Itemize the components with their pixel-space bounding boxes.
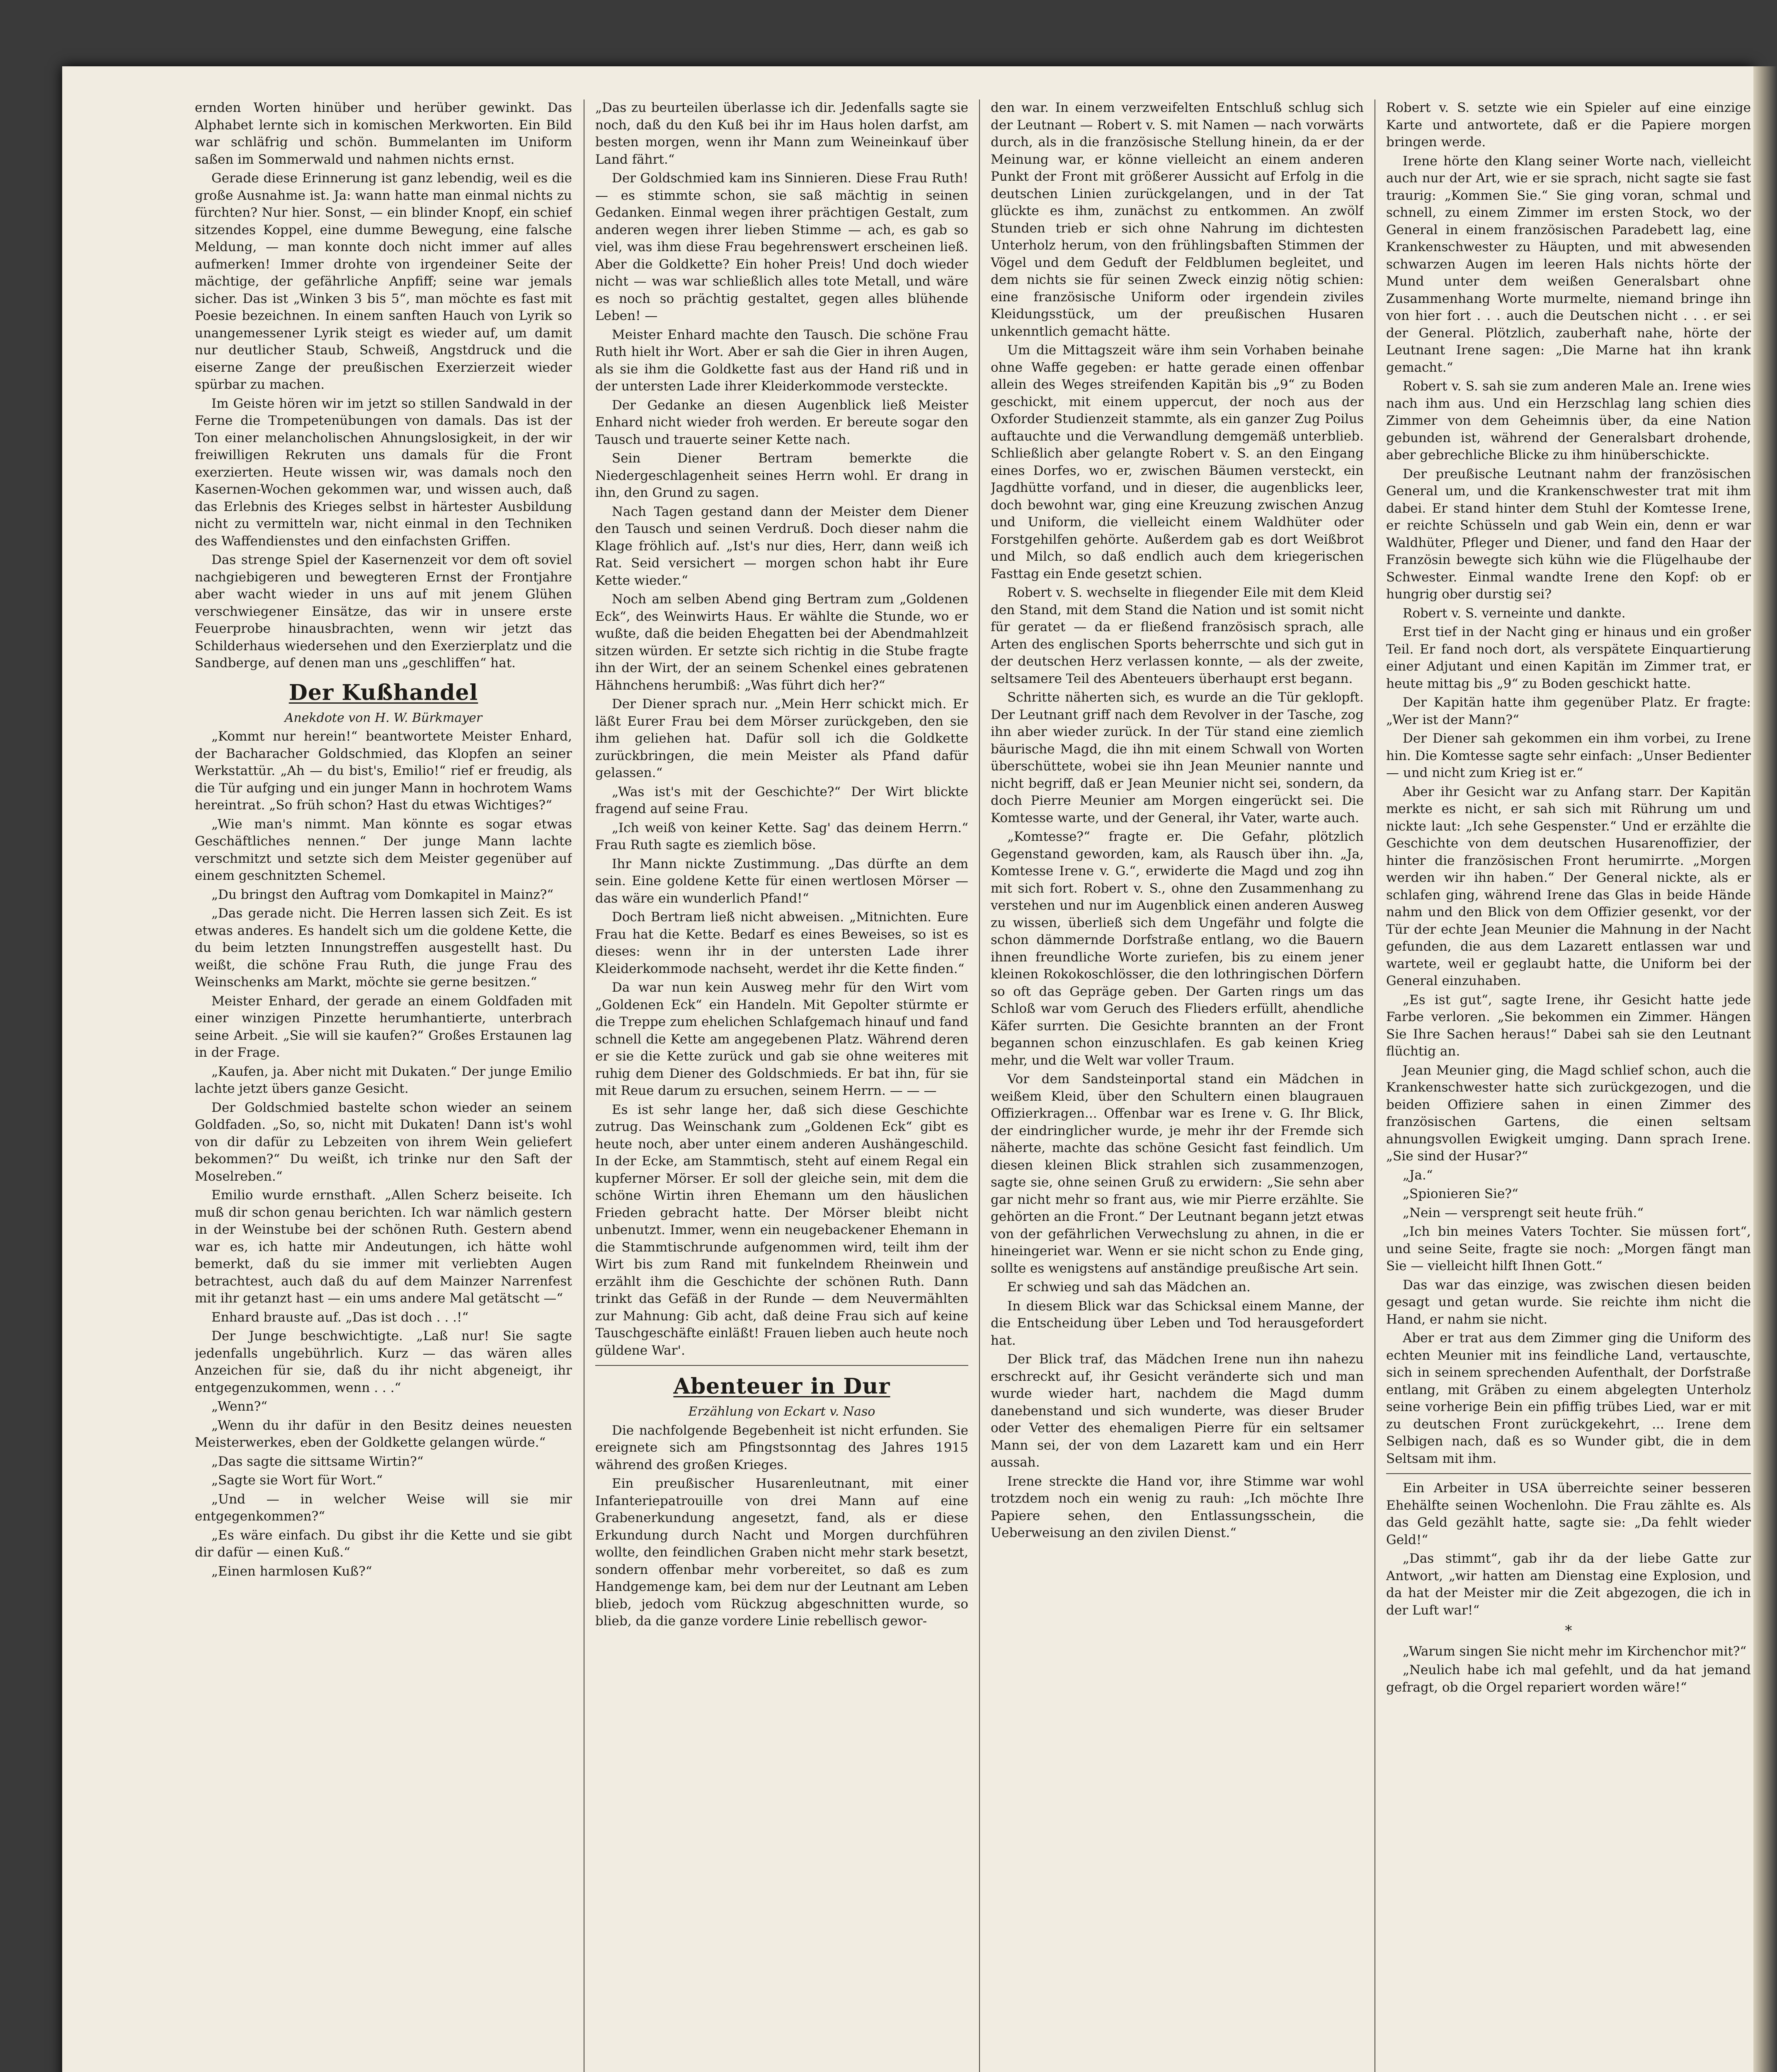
paragraph: Der Blick traf, das Mädchen Irene nun ihn nahezu erschreckt auf, ihr Gesicht veränderte sich und man wurde wieder hart, nachdem die Magd dumm danebenstand und sich wunderte, was dieser Bruder oder Vetter des ehemaligen Pierre für ein seltsamer Mann sei, der von dem Lazarett kam und ein Herr aussah. — [991, 1352, 1364, 1470]
paragraph: Der Kapitän hatte ihm gegenüber Platz. Er fragte: „Wer ist der Mann?“ — [1386, 695, 1751, 727]
paragraph: ernden Worten hinüber und herüber gewinkt. Das Alphabet lernte sich in komischen Merkworten. Ein Bild war schläfrig und schön. Bummelanten im Uniform saßen im Sommerwald und nahmen nichts ernst. — [195, 100, 572, 167]
paragraph: Jean Meunier ging, die Magd schlief schon, auch die Krankenschwester hatte sich zurückgezogen, und die beiden Offiziere sahen in einen Zimmer des französischen Gartens, die einen seltsam ahnungsvollen Ewigkeit umging. Dann sprach Irene. „Sie sind der Husar?“ — [1386, 1063, 1751, 1164]
paragraph: „Nein — versprengt seit heute früh.“ — [1403, 1205, 1644, 1220]
paragraph: Robert v. S. setzte wie ein Spieler auf eine einzige Karte und antwortete, daß er die Papiere morgen bringen werde. — [1386, 100, 1751, 150]
paragraph: „Einen harmlosen Kuß?“ — [211, 1564, 372, 1579]
joke-paragraph: Ein Arbeiter in USA überreichte seiner besseren Ehehälfte seinen Wochenlohn. Die Frau zählte es. Als das Geld gezählt hatte, sagte sie: „Da fehlt wieder Geld!“ — [1386, 1481, 1751, 1547]
paragraph: Ein preußischer Husarenleutnant, mit einer Infanteriepatrouille von drei Mann auf eine Grabenerkundung angesetzt, fand, als er diese Erkundung durch Nacht und Morgen durchführen wollte, den feindlichen Graben nicht mehr stark besetzt, sondern offenbar mehr vorbereitet, so daß es zum Handgemenge kam, bei dem nur der Leutnant am Leben blieb, jedoch vom Rückzug abgeschnitten wurde, so blieb, da die ganze vordere Linie rebellisch gewor- — [595, 1476, 968, 1629]
paragraph: „Komtesse?“ fragte er. Die Gefahr, plötzlich Gegenstand geworden, kam, als Rausch über ihn. „Ja, Komtesse Irene v. G.“, erwiderte die Magd und zog ihn mit sich fort. Robert v. S., ohne den Zusammenhang zu verstehen und nur im Augenblick einen anderen Ausweg zu wissen, überließ sich dem Ungefähr und folgte die schon dämmernde Dorfstraße entlang, wo die Bauern ihnen freundliche Worte zuriefen, bis zu einem jener kleinen Rokokoschlösser, die den lothringischen Dörfern so oft das Gepräge geben. Der Garten rings um das Schloß war vom Geruch des Flieders erfüllt, ahendliche Käfer surrten. Die Gesichte brannten an der Front begannen schon einzuschlafen. Es gab keinen Krieg mehr, und die Welt war voller Traum. — [991, 829, 1364, 1068]
paragraph: Erst tief in der Nacht ging er hinaus und ein großer Teil. Er fand noch dort, als verspätete Einquartierung einer Adjutant und einen Kapitän im Zimmer trat, er heute mittag bis „9“ zu Boden geschickt hatte. — [1386, 625, 1751, 691]
paragraph: „Und — in welcher Weise will sie mir entgegenkommen?“ — [195, 1491, 572, 1524]
paragraph: „Ich weiß von keiner Kette. Sag' das deinem Herrn.“ Frau Ruth sagte es ziemlich böse. — [595, 820, 968, 852]
article-title-kusshandel: Der Kußhandel — [288, 680, 478, 705]
paragraph: „Das zu beurteilen überlasse ich dir. Jedenfalls sagte sie noch, daß du den Kuß bei ihr im Haus holen darfst, am besten morgen, wenn ihr Mann zum Weineinkauf über Land fährt.“ — [595, 100, 968, 167]
paragraph: Der preußische Leutnant nahm der französischen General um, und die Krankenschwester trat mit ihm dabei. Er stand hinter dem Stuhl der Komtesse Irene, er reichte Schüsseln und gab Wein ein, denn er war Waldhüter, Pfleger und Diener, und fand den Haar der Französin bewegte sich kühn wie die Flügelhaube der Schwester. Einmal wandte Irene den Kopf: ob er hungrig ober durstig sei? — [1386, 466, 1751, 602]
article-separator — [595, 1365, 968, 1366]
column-3 — [991, 99, 1364, 2072]
paragraph: den war. In einem verzweifelten Entschluß schlug sich der Leutnant — Robert v. S. mit Namen — nach vorwärts durch, als in die französische Stellung hinein, da er der Meinung war, er könne vielleicht an einem anderen Punkt der Front mit größerer Aussicht auf Erfolg in die deutschen Linien zurückgelangen, und in der Tat glückte es ihm, zunächst zu entkommen. An zwölf Stunden trieb er sich ohne Nahrung im dichtesten Unterholz herum, von den frühlingsbaften Stimmen der Vögel und dem Geduft der Feldblumen begleitet, und dem nichts sie für seinen Zweck einzig nötig schien: eine französische Uniform oder irgendein ziviles Kleidungsstück, um der preußischen Husaren unkenntlich gemacht hätte. — [991, 100, 1364, 339]
paragraph: Im Geiste hören wir im jetzt so stillen Sandwald in der Ferne die Trompetenübungen von damals. Das ist der Ton einer melancholischen Ahnungslosigkeit, in der wir freiwilligen Rekruten uns damals für die Front exerzierten. Heute wissen wir, was damals noch den Kasernen-Wochen gekommen war, und wissen auch, daß das Erlebnis des Krieges selbst in härtester Ausbildung nicht zu vermitteln war, nicht einmal in den Techniken des Waffendienstes und den einfachsten Griffen. — [195, 396, 572, 549]
column-4 — [1386, 99, 1751, 2072]
paragraph: Das strenge Spiel der Kasernenzeit vor dem oft soviel nachgiebigeren und bewegteren Ernst der Frontjahre aber wacht wieder in uns auf mit jenem Glühen verschwiegener Einsätze, das wir in unsere erste Feuerprobe hinausbrachten, wenn wir jetzt das Schilderhaus wiedersehen und den Exerzierplatz und die Sandberge, auf denen man uns „geschliffen“ hat. — [195, 552, 572, 670]
column-2 — [595, 99, 968, 2072]
paragraph: Doch Bertram ließ nicht abweisen. „Mitnichten. Eure Frau hat die Kette. Bedarf es eines Beweises, so ist es dieses: wenn ihr in der untersten Lade ihrer Kleiderkommode nachseht, werdet ihr die Kette finden.“ — [595, 910, 968, 976]
column-rule — [979, 99, 980, 2072]
page-edge — [1753, 66, 1777, 2072]
paragraph: Aber er trat aus dem Zimmer ging die Uniform des echten Meunier mit ins feindliche Land, vertauschte, sich in seinem sprechenden Aufenthalt, der Dorfstraße entlang, mit Gräben zu einem abgelegten Unterholz seine vorherige Bein ein pfiffig trübes Lied, war er mit zu deutschen Front zurückgekehrt, ... Irene dem Selbigen nach, daß es so Wunder gibt, die in dem Seltsam mit ihm. — [1386, 1331, 1751, 1466]
article-separator — [1386, 1473, 1751, 1474]
paragraph: Er schwieg und sah das Mädchen an. — [1007, 1280, 1251, 1295]
paragraph: „Du bringst den Auftrag vom Domkapitel in Mainz?“ — [211, 887, 554, 902]
paragraph: Die nachfolgende Begebenheit ist nicht erfunden. Sie ereignete sich am Pfingstsonntag des Jahres 1915 während des großen Krieges. — [595, 1423, 968, 1472]
paragraph: Irene streckte die Hand vor, ihre Stimme war wohl trotzdem noch ein wenig zu rauh: „Ich möchte Ihre Papiere sehen, den Entlassungsschein, die Ueberweisung an den zivilen Dienst.“ — [991, 1474, 1364, 1540]
paragraph: „Es wäre einfach. Du gibst ihr die Kette und sie gibt dir dafür — einen Kuß.“ — [195, 1527, 572, 1560]
paragraph: Enhard brauste auf. „Das ist doch . . .!“ — [211, 1310, 469, 1325]
joke-paragraph: „Neulich habe ich mal gefehlt, und da hat jemand gefragt, ob die Orgel repariert worden wäre!“ — [1386, 1663, 1751, 1695]
paragraph: Robert v. S. sah sie zum anderen Male an. Irene wies nach ihm aus. Und ein Herzschlag lang schien dies Zimmer von dem Geheimnis über, da eine Nation gebunden ist, während der Generalsbart drohende, aber gebrechliche Blicke zu ihm hinüberschickte. — [1386, 379, 1751, 462]
star-separator: * — [1565, 1622, 1572, 1639]
joke-paragraph: „Warum singen Sie nicht mehr im Kirchenchor mit?“ — [1403, 1644, 1747, 1659]
paragraph: Robert v. S. wechselte in fliegender Eile mit dem Kleid den Stand, mit dem Stand die Nation und ist somit nicht für geratet — da er fließend französisch sprach, alle Arten des englischen Sports beherrschte und sich gut in der deutschen Herz verlassen konnte, — als der zweite, seltsamere Teil des Abenteuers überhaupt erst begann. — [991, 585, 1364, 686]
paragraph: „Spionieren Sie?“ — [1403, 1186, 1518, 1201]
paragraph: „Das sagte die sittsame Wirtin?“ — [211, 1454, 424, 1469]
paragraph: Der Gedanke an diesen Augenblick ließ Meister Enhard nicht wieder froh werden. Er bereute sogar den Tausch und trauerte seiner Kette nach. — [595, 397, 968, 447]
paragraph: Aber ihr Gesicht war zu Anfang starr. Der Kapitän merkte es nicht, er sah sich mit Rührung um und nickte laut: „Ich sehe Gespenster.“ Und er erzählte die Geschichte von dem deutschen Husarenoffizier, der hinter die französischen Front herumirrte. „Morgen werden wir ihn haben.“ Der General nickte, als er schlafen ging, während Irene das Glas in beide Hände nahm und den Blick von dem Offizier gesenkt, vor der Tür der echte Jean Meunier die Mahnung in der Nacht gefunden, die aus dem Lazarett entlassen war und wartete, weil er geglaubt hatte, die Uniform bei der General einzuhaben. — [1386, 784, 1751, 988]
paragraph: Der Diener sah gekommen ein ihm vorbei, zu Irene hin. Die Komtesse sagte sehr einfach: „Unser Bedienter — und nicht zum Krieg ist er.“ — [1386, 731, 1751, 780]
paragraph: Gerade diese Erinnerung ist ganz lebendig, weil es die große Ausnahme ist. Ja: wann hatte man einmal nichts zu fürchten? Nur hier. Sonst, — ein blinder Knopf, ein schief sitzendes Koppel, eine dumme Bewegung, eine falsche Meldung, — man konnte doch nicht immer auf alles aufmerken! Immer drohte von irgendeiner Seite der mächtige, der gefährliche Anpfiff; seine war jemals sicher. Das ist „Winken 3 bis 5“, man möchte es fast mit Poesie bezeichnen. In einem sanften Hauch von Lyrik so unangemessener Lyrik steigt es wieder auf, um damit nur deutlicher Staub, Schweiß, Angstdruck und die eiserne Zange der preußischen Exerzierzeit wieder spürbar zu machen. — [195, 171, 572, 392]
paragraph: „Es ist gut“, sagte Irene, ihr Gesicht hatte jede Farbe verloren. „Sie bekommen ein Zimmer. Hängen Sie Ihre Sachen heraus!“ Dabei sah sie den Leutnant flüchtig an. — [1386, 992, 1751, 1059]
paragraph: „Das gerade nicht. Die Herren lassen sich Zeit. Es ist etwas anderes. Es handelt sich um die goldene Kette, die du beim letzten Innungstreffen ausgestellt hast. Du weißt, die schöne Frau Ruth, die junge Frau des Weinschenks am Markt, möchte sie gerne besitzen.“ — [195, 906, 572, 990]
paragraph: Noch am selben Abend ging Bertram zum „Goldenen Eck“, des Weinwirts Haus. Er wählte die Stunde, wo er wußte, daß die beiden Ehegatten bei der Abendmahlzeit sitzen würden. Er setzte sich richtig in die Stube fragte ihn der Wirt, der an seinem Schenkel eines gebratenen Hähnchens herumbiß: „Was führt dich her?“ — [595, 592, 968, 693]
paragraph: Der Diener sprach nur. „Mein Herr schickt mich. Er läßt Eurer Frau bei dem Mörser zurückgeben, den sie ihm geliehen hat. Dafür soll ich die Goldkette zurückbringen, die mein Meister als Pfand dafür gelassen.“ — [595, 697, 968, 780]
paragraph: Der Junge beschwichtigte. „Laß nur! Sie sagte jedenfalls ungebührlich. Kurz — das wären alles Anzeichen für sie, daß du ihr nicht abgeneigt, ihr entgegenzukommen, wenn . . .“ — [195, 1329, 572, 1395]
paragraph: Da war nun kein Ausweg mehr für den Wirt vom „Goldenen Eck“ ein Handeln. Mit Gepolter stürmte er die Treppe zum ehelichen Schlafgemach hinauf und fand schnell die Kette am angegebenen Platz. Während deren er sie die Kette zurück und gab sie ohne weiteres mit ruhig dem Diener des Goldschmieds. Er bat ihn, für sie mit Reue darum zu ersuchen, seinem Herrn. — — — — [595, 980, 968, 1098]
paragraph: Meister Enhard machte den Tausch. Die schöne Frau Ruth hielt ihr Wort. Aber er sah die Gier in ihren Augen, als sie ihm die Goldkette fast aus der Hand riß und in der untersten Lade ihrer Kleiderkommode versteckte. — [595, 327, 968, 394]
article-byline-kusshandel: Anekdote von H. W. Bürkmayer — [284, 710, 482, 725]
article-byline-abenteuer: Erzählung von Eckart v. Naso — [688, 1404, 875, 1419]
paragraph: Irene hörte den Klang seiner Worte nach, vielleicht auch nur der Art, wie er sie sprach, nicht sagte sie fast traurig: „Kommen Sie.“ Sie ging voran, schmal und schnell, zu einem Zimmer im ersten Stock, wo der General in einem französischen Paradebett lag, eine Krankenschwester zu Häupten, und mit abwesenden schwarzen Augen im leeren Hals nichts hörte der Mund unter dem weißen Generalsbart ohne Zusammenhang Worte murmelte, niemand bringe ihn von hier fort . . . auch die Deutschen nicht . . . er sei der General. Plötzlich, zauberhaft nahe, hörte der Leutnant Irene sagen: „Die Marne hat ihn krank gemacht.“ — [1386, 153, 1751, 375]
paragraph: In diesem Blick war das Schicksal einem Manne, der die Entscheidung über Leben und Tod herausgefordert hat. — [991, 1298, 1364, 1348]
paragraph: Ihr Mann nickte Zustimmung. „Das dürfte an dem sein. Eine goldene Kette für einen wertlosen Mörser — das wäre ein wunderlich Pfand!“ — [595, 856, 968, 906]
paragraph: Nach Tagen gestand dann der Meister dem Diener den Tausch und seinen Verdruß. Doch dieser nahm die Klage fröhlich auf. „Ist's nur dies, Herr, dann weiß ich Rat. Seid versichert — morgen schon habt ihr Eure Kette wieder.“ — [595, 504, 968, 588]
article-title-abenteuer: Abenteuer in Dur — [673, 1374, 890, 1399]
paragraph: Das war das einzige, was zwischen diesen beiden gesagt und getan wurde. Sie reichte ihm nicht die Hand, er nahm sie nicht. — [1386, 1277, 1751, 1327]
paragraph: Sein Diener Bertram bemerkte die Niedergeschlagenheit seines Herrn wohl. Er drang in ihn, den Grund zu sagen. — [595, 451, 968, 500]
paragraph: „Wenn?“ — [211, 1399, 268, 1414]
paragraph: „Ja.“ — [1403, 1167, 1433, 1183]
paragraph: Schritte näherten sich, es wurde an die Tür geklopft. Der Leutnant griff nach dem Revolver in der Tasche, zog ihn aber wieder zurück. In der Tür stand eine ziemlich bäurische Magd, die ihn mit einem Schwall von Worten überschüttete, wobei sie ihn Jean Meunier nannte und nicht begriff, daß er Jean Meunier nicht sei, sondern, da doch Pierre Meunier am Morgen eingerückt sei. Die Komtesse warte, und der General, ihr Vater, warte auch. — [991, 690, 1364, 825]
paragraph: „Kaufen, ja. Aber nicht mit Dukaten.“ Der junge Emilio lachte jetzt übers ganze Gesicht. — [195, 1064, 572, 1096]
paragraph: „Sagte sie Wort für Wort.“ — [211, 1473, 383, 1488]
paragraph: „Wie man's nimmt. Man könnte es sogar etwas Geschäftliches nennen.“ Der junge Mann lachte verschmitzt und setzte sich dem Meister gegenüber auf einem geschnitzten Schemel. — [195, 816, 572, 883]
column-1 — [195, 99, 572, 2072]
joke-paragraph: „Das stimmt“, gab ihr da der liebe Gatte zur Antwort, „wir hatten am Dienstag eine Explosion, und da hat der Meister mir die Zeit abgezogen, die ich in der Luft war!“ — [1386, 1551, 1751, 1618]
paragraph: „Was ist's mit der Geschichte?“ Der Wirt blickte fragend auf seine Frau. — [595, 784, 968, 816]
paragraph: Der Goldschmied kam ins Sinnieren. Diese Frau Ruth! — es stimmte schon, sie saß mächtig in seinen Gedanken. Einmal wegen ihrer prächtigen Gestalt, zum anderen wegen ihrer lieben Stimme — ach, es gab so viel, was ihm diese Frau begehrenswert erscheinen ließ. Aber die Goldkette? Ein hoher Preis! Und doch wieder nicht — was war schließlich alles tote Metall, und wäre es noch so prächtig gestaltet, gegen alles blühende Leben! — — [595, 171, 968, 323]
paragraph: Meister Enhard, der gerade an einem Goldfaden mit einer winzigen Pinzette herumhantierte, unterbrach seine Arbeit. „Sie will sie kaufen?“ Großes Erstaunen lag in der Frage. — [195, 993, 572, 1060]
paragraph: Emilio wurde ernsthaft. „Allen Scherz beiseite. Ich muß dir schon genau berichten. Ich war nämlich gestern in der Weinstube bei der schönen Ruth. Gestern abend war es, ich hatte mir Andeutungen, ich hätte wohl bemerkt, daß du sie immer mit verliebten Augen betrachtest, auch daß du auf dem Mainzer Narrenfest mit ihr getanzt hast — ein ums andere Mal getätscht —“ — [195, 1188, 572, 1306]
paragraph: „Ich bin meines Vaters Tochter. Sie müssen fort“, und seine Seite, fragte sie noch: „Morgen fängt man Sie — vielleicht hilft Ihnen Gott.“ — [1386, 1224, 1751, 1273]
paragraph: Robert v. S. verneinte und dankte. — [1403, 605, 1626, 621]
paragraph: Der Goldschmied bastelte schon wieder an seinem Goldfaden. „So, so, nicht mit Dukaten! Dann ist's wohl von dir dafür zu Lebzeiten von ihrem Wein geliefert bekommen?“ Du weißt, ich trinke nur den Saft der Moselreben.“ — [195, 1100, 572, 1184]
paragraph: „Wenn du ihr dafür in den Besitz deines neuesten Meisterwerkes, eben der Goldkette gelangen würde.“ — [195, 1418, 572, 1450]
paragraph: Es ist sehr lange her, daß sich diese Geschichte zutrug. Das Weinschank zum „Goldenen Eck“ gibt es heute noch, aber unter einem anderen Aushängeschild. In der Ecke, am Stammtisch, steht auf einem Regal ein kupferner Mörser. Er soll der gleiche sein, mit dem die schöne Wirtin ihren Ehemann um den häuslichen Frieden gebracht hatte. Der Mörser bleibt nicht unbenutzt. Immer, wenn ein neugebackener Ehemann in die Stammtischrunde aufgenommen wird, teilt ihm der Wirt bis zum Rand mit funkelndem Rheinwein und erzählt ihm die Geschichte der schönen Ruth. Dann trinkt das Gefäß in der Runde — dem Neuvermählten zur Mahnung: Gib acht, daß deine Frau sich auf keine Tauschgeschäfte einläßt! Frauen lieben auch heute noch güldene War'. — [595, 1102, 968, 1358]
paragraph: Um die Mittagszeit wäre ihm sein Vorhaben beinahe ohne Waffe gegeben: er hatte gerade einen offenbar allein des Weges streifenden Kapitän bis „9“ zu Boden geschickt, mit einem uppercut, der noch aus der Oxforder Studienzeit stammte, als ein ganzer Zug Poilus auftauchte und die Verwandlung demgemäß unterblieb. Schließlich aber gelangte Robert v. S. an den Eingang eines Dorfes, wo er, zwischen Bäumen versteckt, ein Jagdhütte vorfand, und in dieser, die augenblicks leer, doch bewohnt war, ging eine Kreuzung zwischen Anzug und Uniform, die vielleicht einem Waldhüter oder Forstgehilfen gehörte. Außerdem gab es dort Weißbrot und Milch, so daß endlich auch dem kriegerischen Fasttag ein Ende gesetzt schien. — [991, 343, 1364, 581]
paragraph: Vor dem Sandsteinportal stand ein Mädchen in weißem Kleid, über den Schultern einen blaugrauen Offizierkragen... Offenbar war es Irene v. G. Ihr Blick, der eindringlicher wurde, je mehr ihr der Fremde sich näherte, machte das schöne Gesicht fast feindlich. Um diesen kleinen Blick strahlen sich zusammenzogen, sagte sie, ohne seinen Gruß zu erwidern: „Sie sehn aber gar nicht mehr so frant aus, wie mir Pierre erzählte. Sie gehörten an die Front.“ Der Leutnant begann jetzt etwas von der gefährlichen Verwechslung zu ahnen, in die er hineingeriet war. Wenn er sie nicht schon zu Ende ging, sollte es wenigstens auf anständige preußische Art sein. — [991, 1072, 1364, 1276]
paragraph: „Kommt nur herein!“ beantwortete Meister Enhard, der Bacharacher Goldschmied, das Klopfen an seiner Werkstattür. „Ah — du bist's, Emilio!“ rief er freudig, als die Tür aufging und ein junger Mann in hochrotem Wams hereintrat. „So früh schon? Hast du etwas Wichtiges?“ — [195, 729, 572, 813]
